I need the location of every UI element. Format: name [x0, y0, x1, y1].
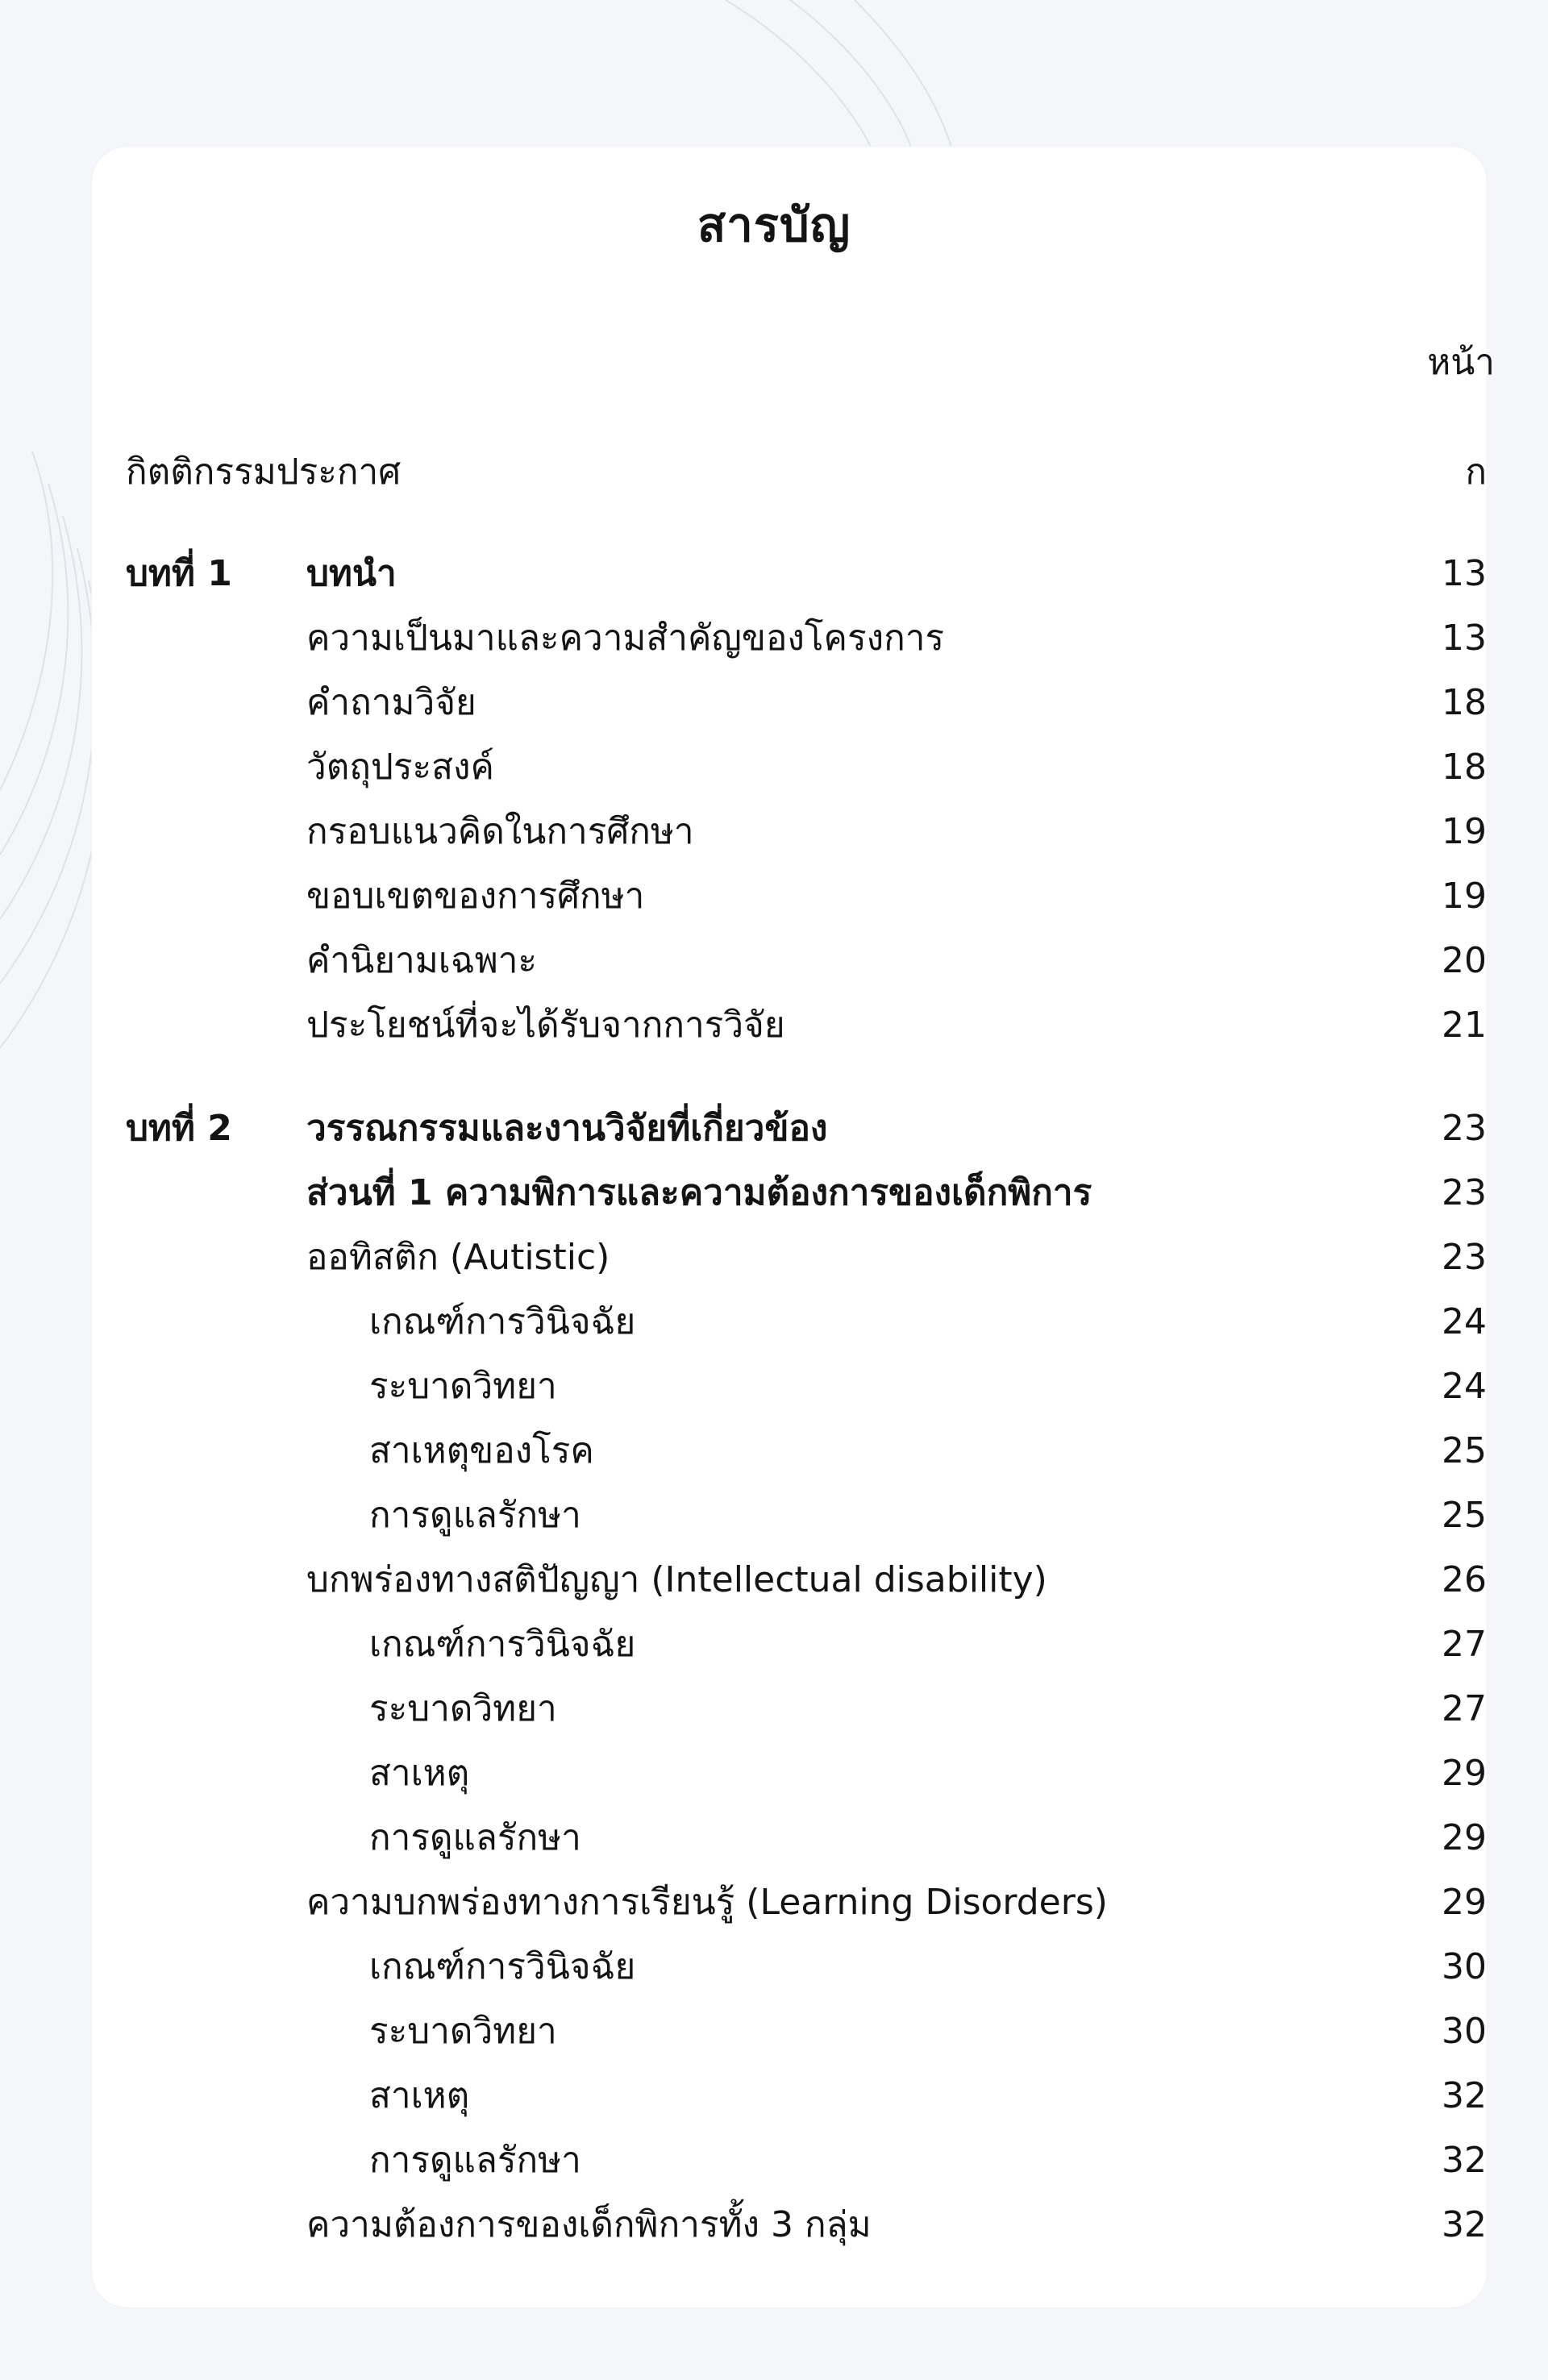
toc-entry: [0, 932, 1548, 990]
toc-subentry: [0, 2132, 1548, 2190]
chapter-number: บทที่ 1: [126, 553, 232, 594]
toc-entry-page: 29: [1442, 1817, 1487, 1858]
toc-subentry: [0, 1293, 1548, 1351]
toc-subentry-label: ระบาดวิทยา: [369, 1366, 557, 1407]
toc-entry-page: 18: [1442, 747, 1487, 788]
toc-entry: [0, 868, 1548, 926]
toc-entry-page: 32: [1442, 2204, 1487, 2245]
toc-entry-label: ขอบเขตของการศึกษา: [306, 876, 645, 917]
toc-title: สารบัญ: [697, 198, 851, 252]
toc-entry-page: 26: [1442, 1559, 1487, 1600]
page-column-header: หน้า: [1427, 342, 1495, 383]
toc-entry: [0, 443, 1548, 501]
toc-entry-page: 30: [1442, 2011, 1487, 2052]
toc-entry-page: 25: [1442, 1430, 1487, 1471]
toc-entry-label: ออทิสติก (Autistic): [306, 1237, 610, 1278]
toc-subentry: [0, 1422, 1548, 1480]
toc-entry: [0, 674, 1548, 732]
chapter-title: บทนำ: [306, 553, 397, 594]
toc-entry-label: วัตถุประสงค์: [306, 747, 494, 788]
toc-entry-page: 23: [1442, 1108, 1487, 1149]
toc-entry: [0, 610, 1548, 668]
toc-entry-label: บกพร่องทางสติปัญญา (Intellectual disability): [306, 1559, 1047, 1600]
toc-entry-page: 27: [1442, 1624, 1487, 1665]
toc-entry-page: 30: [1442, 1946, 1487, 1987]
toc-subentry-label: สาเหตุของโรค: [369, 1430, 594, 1471]
toc-subentry: [0, 1616, 1548, 1674]
toc-entry-page: 19: [1442, 811, 1487, 852]
toc-chapter-row: [0, 1100, 1548, 1158]
toc-entry-page: 13: [1442, 618, 1487, 659]
toc-entry-page: ก: [1465, 451, 1487, 493]
toc-subentry-label: สาเหตุ: [369, 2075, 470, 2116]
toc-subentry: [0, 1358, 1548, 1416]
toc-entry-label: ความบกพร่องทางการเรียนรู้ (Learning Disorders): [306, 1882, 1108, 1923]
toc-entry-page: 29: [1442, 1753, 1487, 1794]
toc-entry-page: 23: [1442, 1172, 1487, 1213]
toc-subentry: [0, 1487, 1548, 1545]
toc-entry-page: 24: [1442, 1301, 1487, 1342]
toc-entry-page: 27: [1442, 1688, 1487, 1729]
toc-entry-page: 19: [1442, 876, 1487, 917]
toc-entry: [0, 1874, 1548, 1932]
chapter-title: วรรณกรรมและงานวิจัยที่เกี่ยวข้อง: [306, 1108, 828, 1149]
toc-subentry: [0, 1680, 1548, 1738]
toc-entry-page: 25: [1442, 1495, 1487, 1536]
toc-entry-label: คำถามวิจัย: [306, 682, 476, 723]
toc-entry-page: 18: [1442, 682, 1487, 723]
toc-entry-label: กรอบแนวคิดในการศึกษา: [306, 811, 694, 852]
toc-entry: [0, 1551, 1548, 1609]
toc-entry: [0, 803, 1548, 861]
toc-entry-label: กิตติกรรมประกาศ: [126, 451, 402, 493]
toc-section-row: [0, 1164, 1548, 1222]
toc-subentry-label: เกณฑ์การวินิจฉัย: [369, 1624, 636, 1665]
toc-subentry: [0, 1809, 1548, 1867]
toc-entry: [0, 2196, 1548, 2254]
toc-entry: [0, 1229, 1548, 1287]
toc-subentry-label: เกณฑ์การวินิจฉัย: [369, 1946, 636, 1987]
toc-entry-page: 23: [1442, 1237, 1487, 1278]
toc-subentry-label: ระบาดวิทยา: [369, 2011, 557, 2052]
toc-subentry-label: สาเหตุ: [369, 1753, 470, 1794]
toc-subentry: [0, 2003, 1548, 2061]
toc-subentry-label: การดูแลรักษา: [369, 1817, 581, 1858]
toc-entry-page: 29: [1442, 1882, 1487, 1923]
toc-subentry: [0, 1745, 1548, 1803]
chapter-number: บทที่ 2: [126, 1108, 232, 1149]
toc-entry-page: 32: [1442, 2075, 1487, 2116]
section-title: ส่วนที่ 1 ความพิการและความต้องการของเด็กพิการ: [306, 1172, 1092, 1213]
toc-entry-page: 32: [1442, 2140, 1487, 2181]
toc-subentry: [0, 2067, 1548, 2125]
toc-entry-label: ความเป็นมาและความสำคัญของโครงการ: [306, 618, 945, 659]
toc-subentry-label: การดูแลรักษา: [369, 2140, 581, 2181]
toc-entry-label: ประโยชน์ที่จะได้รับจากการวิจัย: [306, 1005, 785, 1046]
toc-subentry-label: ระบาดวิทยา: [369, 1688, 557, 1729]
toc-entry-page: 21: [1442, 1005, 1487, 1046]
toc-subentry-label: เกณฑ์การวินิจฉัย: [369, 1301, 636, 1342]
toc-entry: [0, 739, 1548, 797]
toc-entry-page: 13: [1442, 553, 1487, 594]
toc-entry-label: ความต้องการของเด็กพิการทั้ง 3 กลุ่ม: [306, 2204, 872, 2245]
toc-entry-page: 20: [1442, 940, 1487, 981]
toc-entry: [0, 997, 1548, 1055]
toc-entry-page: 24: [1442, 1366, 1487, 1407]
toc-subentry-label: การดูแลรักษา: [369, 1495, 581, 1536]
toc-subentry: [0, 1938, 1548, 1996]
toc-chapter-row: [0, 545, 1548, 603]
toc-entry-label: คำนิยามเฉพาะ: [306, 940, 538, 981]
